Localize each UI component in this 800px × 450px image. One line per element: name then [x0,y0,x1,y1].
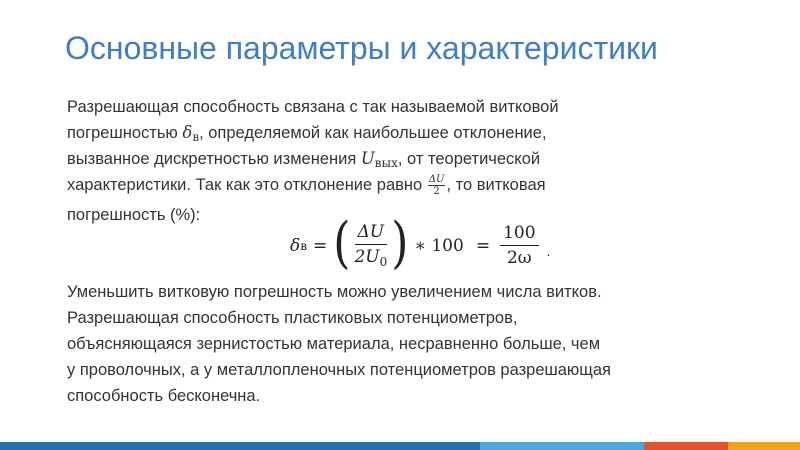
footer-segment-orange [728,442,800,450]
equals-sign-2: = [475,235,491,256]
footer-segment-red [644,442,728,450]
formula-lhs-subscript: в [300,238,308,253]
fraction-2-numerator: 100 [500,223,538,246]
inline-fraction [428,174,446,197]
formula-period: . [546,244,551,259]
text-line: способность бесконечна. [67,387,261,405]
text-span: , то витковая [446,176,546,194]
fraction-2 [500,223,538,268]
text-line [67,172,546,198]
delta-subscript: в [192,130,200,144]
footer-segment-blue [0,442,480,450]
times-100: ∗ 100 [414,235,464,256]
text-span: характеристики. Так как это отклонение равно [67,176,427,194]
voltage-subscript: вых [374,156,398,170]
fraction-2-denominator: 2ω [506,248,532,268]
text-span: вызванное дискретностью изменения [67,150,361,168]
text-line: объясняющаяся зернистостью материала, несравненно больше, чем [67,335,601,353]
left-paren: ( [333,211,351,275]
footer-color-bar [0,442,800,450]
text-span: , от теоретической [397,150,541,168]
fraction-1-denominator [354,245,387,269]
text-line: Уменьшить витковую погрешность можно увеличением числа витков. [67,283,602,301]
fraction-1-numerator: ΔU [355,222,388,245]
text-line: погрешность (%): [67,206,201,224]
equals-sign: = [313,235,328,256]
fraction-1 [354,222,387,269]
text-span: погрешностью [67,124,183,142]
delta-symbol: δ [182,123,193,142]
text-line: Разрешающая способность пластиковых потенциометров, [67,309,518,327]
formula [290,211,551,275]
voltage-symbol: U [360,149,375,168]
fraction-1-den-text: 2U [354,247,380,267]
fraction-1-den-subscript: 0 [379,255,388,269]
text-line: Разрешающая способность связана с так называемой витковой [67,98,559,116]
text-span: , определяемой как наибольшее отклонение, [199,124,547,142]
fraction-numerator: ΔU [428,174,445,186]
slide-title: Основные параметры и характеристики [65,30,658,66]
text-line: у проволочных, а у металлопленочных потенциометров разрешающая [67,361,611,379]
fraction-denominator: 2 [433,186,440,198]
footer-segment-lightblue [480,442,644,450]
right-paren: ) [391,211,409,275]
formula-lhs: δ [290,235,301,256]
